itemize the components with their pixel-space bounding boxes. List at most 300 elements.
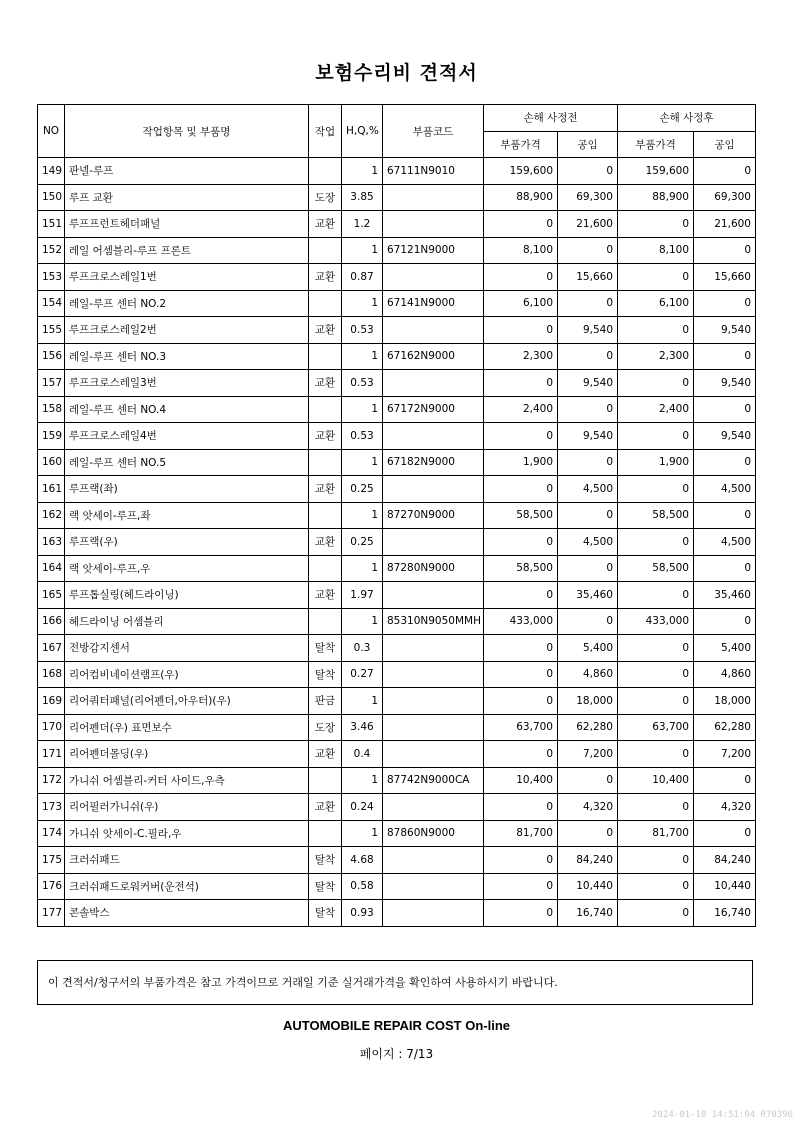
cell-work: 교환 xyxy=(309,423,342,450)
cell-part-code xyxy=(383,582,484,609)
cell-after-labor: 21,600 xyxy=(694,211,756,238)
table-row xyxy=(38,158,756,185)
cell-part-code xyxy=(383,211,484,238)
cell-no: 165 xyxy=(38,582,65,609)
cell-work xyxy=(309,396,342,423)
cell-before-labor: 84,240 xyxy=(558,847,618,874)
cell-after-labor: 4,500 xyxy=(694,529,756,556)
cell-hq: 0.24 xyxy=(342,794,383,821)
cell-before-labor: 4,500 xyxy=(558,476,618,503)
cell-work xyxy=(309,290,342,317)
cell-no: 170 xyxy=(38,714,65,741)
cell-after-labor: 62,280 xyxy=(694,714,756,741)
cell-before-part-price: 0 xyxy=(484,873,558,900)
cell-before-part-price: 0 xyxy=(484,900,558,927)
cell-after-labor: 18,000 xyxy=(694,688,756,715)
page-number: 페이지 : 7/13 xyxy=(359,1047,434,1061)
cell-work: 도장 xyxy=(309,184,342,211)
cell-part-code xyxy=(383,476,484,503)
cell-part-code xyxy=(383,794,484,821)
cell-after-labor: 10,440 xyxy=(694,873,756,900)
cell-item-name: 레일-루프 센터 NO.4 xyxy=(65,396,309,423)
cell-after-part-price: 433,000 xyxy=(618,608,694,635)
cell-after-labor: 35,460 xyxy=(694,582,756,609)
cell-after-part-price: 6,100 xyxy=(618,290,694,317)
cell-work: 탈착 xyxy=(309,635,342,662)
cell-work: 탈착 xyxy=(309,873,342,900)
table-row xyxy=(38,423,756,450)
cell-item-name: 크러쉬패드로워커버(운전석) xyxy=(65,873,309,900)
cell-after-part-price: 0 xyxy=(618,211,694,238)
cell-before-labor: 4,320 xyxy=(558,794,618,821)
cell-hq: 0.58 xyxy=(342,873,383,900)
cell-after-part-price: 0 xyxy=(618,847,694,874)
cell-after-part-price: 10,400 xyxy=(618,767,694,794)
table-row xyxy=(38,794,756,821)
cell-no: 151 xyxy=(38,211,65,238)
cell-hq: 1 xyxy=(342,396,383,423)
cell-after-part-price: 0 xyxy=(618,661,694,688)
cell-before-part-price: 433,000 xyxy=(484,608,558,635)
cell-no: 150 xyxy=(38,184,65,211)
cell-after-part-price: 2,300 xyxy=(618,343,694,370)
cell-after-labor: 9,540 xyxy=(694,370,756,397)
cell-after-labor: 0 xyxy=(694,290,756,317)
cell-part-code xyxy=(383,317,484,344)
cell-no: 154 xyxy=(38,290,65,317)
cell-no: 177 xyxy=(38,900,65,927)
cell-before-labor: 18,000 xyxy=(558,688,618,715)
header-before-assessment: 손해 사정전 xyxy=(484,105,618,132)
header-hq: H,Q,% xyxy=(342,105,383,158)
cell-work: 교환 xyxy=(309,370,342,397)
cell-after-labor: 0 xyxy=(694,343,756,370)
cell-before-labor: 0 xyxy=(558,158,618,185)
cell-before-labor: 5,400 xyxy=(558,635,618,662)
cell-hq: 1.97 xyxy=(342,582,383,609)
cell-after-labor: 0 xyxy=(694,158,756,185)
table-row xyxy=(38,290,756,317)
cell-item-name: 판넬-루프 xyxy=(65,158,309,185)
cell-before-labor: 0 xyxy=(558,555,618,582)
cell-item-name: 크러쉬패드 xyxy=(65,847,309,874)
cell-hq: 1 xyxy=(342,449,383,476)
cell-after-part-price: 0 xyxy=(618,264,694,291)
cell-item-name: 리어쿼터패널(리어펜더,아우터)(우) xyxy=(65,688,309,715)
cell-part-code xyxy=(383,370,484,397)
cell-hq: 3.85 xyxy=(342,184,383,211)
cell-after-part-price: 2,400 xyxy=(618,396,694,423)
cell-part-code: 87860N9000 xyxy=(383,820,484,847)
cell-work: 교환 xyxy=(309,317,342,344)
cell-item-name: 가니쉬 앗세이-C.필라,우 xyxy=(65,820,309,847)
cell-after-labor: 16,740 xyxy=(694,900,756,927)
table-row xyxy=(38,529,756,556)
cell-before-labor: 62,280 xyxy=(558,714,618,741)
cell-part-code xyxy=(383,688,484,715)
header-before-labor: 공임 xyxy=(558,131,618,158)
cell-work xyxy=(309,767,342,794)
cell-hq: 0.87 xyxy=(342,264,383,291)
cell-part-code xyxy=(383,423,484,450)
cell-hq: 0.93 xyxy=(342,900,383,927)
cell-after-labor: 9,540 xyxy=(694,423,756,450)
cell-after-part-price: 159,600 xyxy=(618,158,694,185)
cell-before-labor: 9,540 xyxy=(558,423,618,450)
table-row xyxy=(38,741,756,768)
table-row xyxy=(38,661,756,688)
cell-after-part-price: 0 xyxy=(618,900,694,927)
cell-before-labor: 0 xyxy=(558,396,618,423)
cell-after-part-price: 0 xyxy=(618,529,694,556)
cell-item-name: 레일-루프 센터 NO.5 xyxy=(65,449,309,476)
cell-item-name: 헤드라이닝 어셈블리 xyxy=(65,608,309,635)
cell-after-labor: 0 xyxy=(694,767,756,794)
table-body xyxy=(38,158,756,927)
cell-before-part-price: 0 xyxy=(484,635,558,662)
cell-no: 157 xyxy=(38,370,65,397)
cell-work: 교환 xyxy=(309,211,342,238)
cell-hq: 1 xyxy=(342,608,383,635)
cell-hq: 3.46 xyxy=(342,714,383,741)
cell-before-labor: 9,540 xyxy=(558,370,618,397)
cell-before-part-price: 58,500 xyxy=(484,502,558,529)
cell-part-code: 87270N9000 xyxy=(383,502,484,529)
cell-work: 탈착 xyxy=(309,847,342,874)
cell-part-code: 67111N9010 xyxy=(383,158,484,185)
cell-after-part-price: 58,500 xyxy=(618,502,694,529)
cell-before-part-price: 6,100 xyxy=(484,290,558,317)
cell-no: 171 xyxy=(38,741,65,768)
cell-item-name: 루프랙(우) xyxy=(65,529,309,556)
cell-part-code xyxy=(383,900,484,927)
cell-no: 160 xyxy=(38,449,65,476)
cell-item-name: 가니쉬 어셈블리-커터 사이드,우측 xyxy=(65,767,309,794)
cell-no: 149 xyxy=(38,158,65,185)
cell-after-labor: 0 xyxy=(694,820,756,847)
cell-before-part-price: 0 xyxy=(484,794,558,821)
estimate-table xyxy=(37,104,756,927)
cell-before-labor: 0 xyxy=(558,608,618,635)
cell-item-name: 루프크로스레일3번 xyxy=(65,370,309,397)
cell-item-name: 랙 앗세이-루프,우 xyxy=(65,555,309,582)
print-timestamp: 2024-01-10 14:51:04 R70396 xyxy=(652,1110,793,1120)
table-row xyxy=(38,714,756,741)
cell-hq: 0.3 xyxy=(342,635,383,662)
notice-box: 이 견적서/청구서의 부품가격은 참고 가격이므로 거래일 기준 실거래가격을 확인하여 사용하시기 바랍니다. xyxy=(37,960,753,1005)
cell-no: 164 xyxy=(38,555,65,582)
cell-no: 152 xyxy=(38,237,65,264)
cell-after-part-price: 1,900 xyxy=(618,449,694,476)
cell-hq: 0.25 xyxy=(342,529,383,556)
cell-before-labor: 15,660 xyxy=(558,264,618,291)
cell-work xyxy=(309,343,342,370)
cell-hq: 0.25 xyxy=(342,476,383,503)
table-row xyxy=(38,688,756,715)
cell-part-code xyxy=(383,264,484,291)
cell-item-name: 루프 교환 xyxy=(65,184,309,211)
cell-work xyxy=(309,608,342,635)
header-after-labor: 공임 xyxy=(694,131,756,158)
cell-before-part-price: 88,900 xyxy=(484,184,558,211)
cell-no: 168 xyxy=(38,661,65,688)
cell-before-labor: 21,600 xyxy=(558,211,618,238)
cell-before-part-price: 0 xyxy=(484,582,558,609)
cell-item-name: 전방감지센서 xyxy=(65,635,309,662)
header-work: 작업 xyxy=(309,105,342,158)
cell-before-part-price: 2,400 xyxy=(484,396,558,423)
cell-part-code xyxy=(383,873,484,900)
cell-no: 159 xyxy=(38,423,65,450)
cell-work: 탈착 xyxy=(309,900,342,927)
table-row xyxy=(38,847,756,874)
cell-before-labor: 0 xyxy=(558,767,618,794)
cell-item-name: 레일 어셈블리-루프 프론트 xyxy=(65,237,309,264)
cell-after-part-price: 63,700 xyxy=(618,714,694,741)
cell-hq: 0.53 xyxy=(342,423,383,450)
cell-work: 교환 xyxy=(309,476,342,503)
cell-part-code: 67182N9000 xyxy=(383,449,484,476)
cell-after-part-price: 88,900 xyxy=(618,184,694,211)
table-row xyxy=(38,635,756,662)
cell-work: 교환 xyxy=(309,264,342,291)
cell-after-labor: 4,320 xyxy=(694,794,756,821)
cell-after-part-price: 0 xyxy=(618,370,694,397)
cell-before-part-price: 2,300 xyxy=(484,343,558,370)
cell-after-labor: 0 xyxy=(694,396,756,423)
cell-before-part-price: 159,600 xyxy=(484,158,558,185)
cell-before-labor: 4,860 xyxy=(558,661,618,688)
cell-before-labor: 9,540 xyxy=(558,317,618,344)
table-row xyxy=(38,317,756,344)
cell-part-code: 85310N9050MMH xyxy=(383,608,484,635)
cell-no: 173 xyxy=(38,794,65,821)
cell-after-labor: 9,540 xyxy=(694,317,756,344)
cell-hq: 4.68 xyxy=(342,847,383,874)
cell-item-name: 루프프런트헤더패널 xyxy=(65,211,309,238)
cell-work xyxy=(309,502,342,529)
cell-after-labor: 15,660 xyxy=(694,264,756,291)
cell-work xyxy=(309,158,342,185)
cell-part-code: 67172N9000 xyxy=(383,396,484,423)
cell-part-code xyxy=(383,847,484,874)
cell-before-part-price: 1,900 xyxy=(484,449,558,476)
cell-after-part-price: 0 xyxy=(618,582,694,609)
cell-after-labor: 84,240 xyxy=(694,847,756,874)
cell-work: 교환 xyxy=(309,529,342,556)
table-row xyxy=(38,237,756,264)
cell-before-part-price: 0 xyxy=(484,264,558,291)
cell-hq: 1 xyxy=(342,158,383,185)
table-row xyxy=(38,820,756,847)
cell-before-labor: 0 xyxy=(558,343,618,370)
brand-footer: AUTOMOBILE REPAIR COST On-line xyxy=(282,1018,511,1033)
cell-after-part-price: 0 xyxy=(618,476,694,503)
cell-before-part-price: 58,500 xyxy=(484,555,558,582)
cell-before-labor: 0 xyxy=(558,290,618,317)
table-row xyxy=(38,211,756,238)
cell-hq: 1 xyxy=(342,820,383,847)
cell-item-name: 루프크로스레일1번 xyxy=(65,264,309,291)
cell-work: 교환 xyxy=(309,741,342,768)
cell-item-name: 랙 앗세이-루프,좌 xyxy=(65,502,309,529)
cell-before-part-price: 0 xyxy=(484,476,558,503)
cell-after-part-price: 0 xyxy=(618,794,694,821)
table-row xyxy=(38,873,756,900)
cell-part-code xyxy=(383,635,484,662)
cell-work xyxy=(309,237,342,264)
cell-no: 158 xyxy=(38,396,65,423)
cell-before-labor: 0 xyxy=(558,820,618,847)
cell-before-labor: 0 xyxy=(558,237,618,264)
cell-hq: 0.4 xyxy=(342,741,383,768)
cell-no: 169 xyxy=(38,688,65,715)
cell-item-name: 루프크로스레일4번 xyxy=(65,423,309,450)
cell-part-code: 67141N9000 xyxy=(383,290,484,317)
cell-item-name: 리어필러가니쉬(우) xyxy=(65,794,309,821)
cell-item-name: 리어펜더(우) 표면보수 xyxy=(65,714,309,741)
cell-work: 교환 xyxy=(309,582,342,609)
table-row xyxy=(38,476,756,503)
cell-hq: 0.53 xyxy=(342,370,383,397)
cell-after-labor: 69,300 xyxy=(694,184,756,211)
cell-after-labor: 0 xyxy=(694,237,756,264)
header-item: 작업항목 및 부품명 xyxy=(65,105,309,158)
cell-part-code: 87742N9000CA xyxy=(383,767,484,794)
cell-work xyxy=(309,820,342,847)
header-before-part-price: 부품가격 xyxy=(484,131,558,158)
cell-no: 166 xyxy=(38,608,65,635)
table-row xyxy=(38,184,756,211)
cell-hq: 0.53 xyxy=(342,317,383,344)
table-row xyxy=(38,900,756,927)
cell-item-name: 루프톱실링(헤드라이닝) xyxy=(65,582,309,609)
cell-after-labor: 0 xyxy=(694,555,756,582)
cell-no: 155 xyxy=(38,317,65,344)
cell-before-labor: 10,440 xyxy=(558,873,618,900)
cell-before-part-price: 0 xyxy=(484,211,558,238)
cell-item-name: 콘솔박스 xyxy=(65,900,309,927)
cell-hq: 1 xyxy=(342,555,383,582)
cell-before-part-price: 0 xyxy=(484,847,558,874)
cell-part-code xyxy=(383,661,484,688)
cell-hq: 1.2 xyxy=(342,211,383,238)
cell-before-part-price: 0 xyxy=(484,529,558,556)
table-row xyxy=(38,608,756,635)
cell-before-part-price: 81,700 xyxy=(484,820,558,847)
cell-before-labor: 16,740 xyxy=(558,900,618,927)
cell-hq: 1 xyxy=(342,688,383,715)
cell-item-name: 루프크로스레일2번 xyxy=(65,317,309,344)
cell-before-part-price: 0 xyxy=(484,317,558,344)
cell-after-part-price: 58,500 xyxy=(618,555,694,582)
cell-before-part-price: 0 xyxy=(484,423,558,450)
cell-after-part-price: 0 xyxy=(618,873,694,900)
header-after-assessment: 손해 사정후 xyxy=(618,105,756,132)
cell-before-part-price: 63,700 xyxy=(484,714,558,741)
cell-part-code: 67121N9000 xyxy=(383,237,484,264)
cell-before-labor: 7,200 xyxy=(558,741,618,768)
cell-after-part-price: 0 xyxy=(618,688,694,715)
cell-no: 163 xyxy=(38,529,65,556)
cell-hq: 1 xyxy=(342,767,383,794)
cell-no: 161 xyxy=(38,476,65,503)
cell-no: 174 xyxy=(38,820,65,847)
cell-after-labor: 4,860 xyxy=(694,661,756,688)
cell-no: 156 xyxy=(38,343,65,370)
cell-item-name: 루프랙(좌) xyxy=(65,476,309,503)
cell-work: 탈착 xyxy=(309,661,342,688)
cell-before-part-price: 10,400 xyxy=(484,767,558,794)
cell-after-labor: 5,400 xyxy=(694,635,756,662)
cell-part-code: 87280N9000 xyxy=(383,555,484,582)
cell-no: 175 xyxy=(38,847,65,874)
table-row xyxy=(38,767,756,794)
cell-before-part-price: 8,100 xyxy=(484,237,558,264)
cell-after-labor: 0 xyxy=(694,608,756,635)
cell-part-code xyxy=(383,529,484,556)
cell-after-part-price: 8,100 xyxy=(618,237,694,264)
cell-hq: 1 xyxy=(342,290,383,317)
cell-no: 162 xyxy=(38,502,65,529)
cell-item-name: 레일-루프 센터 NO.3 xyxy=(65,343,309,370)
cell-part-code xyxy=(383,741,484,768)
cell-no: 153 xyxy=(38,264,65,291)
header-no: NO xyxy=(38,105,65,158)
table-row xyxy=(38,555,756,582)
cell-part-code: 67162N9000 xyxy=(383,343,484,370)
table-row xyxy=(38,343,756,370)
cell-item-name: 레일-루프 센터 NO.2 xyxy=(65,290,309,317)
cell-no: 172 xyxy=(38,767,65,794)
table-row xyxy=(38,264,756,291)
cell-hq: 1 xyxy=(342,343,383,370)
cell-hq: 1 xyxy=(342,502,383,529)
cell-item-name: 리어펜더몰딩(우) xyxy=(65,741,309,768)
table-row xyxy=(38,370,756,397)
cell-before-part-price: 0 xyxy=(484,661,558,688)
cell-work: 교환 xyxy=(309,794,342,821)
cell-work xyxy=(309,555,342,582)
table-row xyxy=(38,449,756,476)
cell-after-labor: 7,200 xyxy=(694,741,756,768)
cell-hq: 1 xyxy=(342,237,383,264)
cell-before-labor: 0 xyxy=(558,449,618,476)
header-part-code: 부품코드 xyxy=(383,105,484,158)
cell-work: 도장 xyxy=(309,714,342,741)
cell-after-labor: 4,500 xyxy=(694,476,756,503)
cell-hq: 0.27 xyxy=(342,661,383,688)
cell-after-part-price: 0 xyxy=(618,423,694,450)
cell-part-code xyxy=(383,184,484,211)
table-row xyxy=(38,502,756,529)
cell-after-part-price: 81,700 xyxy=(618,820,694,847)
cell-after-part-price: 0 xyxy=(618,317,694,344)
cell-before-labor: 0 xyxy=(558,502,618,529)
table-row xyxy=(38,582,756,609)
cell-after-part-price: 0 xyxy=(618,635,694,662)
cell-before-labor: 4,500 xyxy=(558,529,618,556)
cell-part-code xyxy=(383,714,484,741)
cell-before-labor: 35,460 xyxy=(558,582,618,609)
cell-no: 176 xyxy=(38,873,65,900)
document-title: 보험수리비 견적서 xyxy=(315,62,478,84)
cell-before-labor: 69,300 xyxy=(558,184,618,211)
cell-before-part-price: 0 xyxy=(484,370,558,397)
header-after-part-price: 부품가격 xyxy=(618,131,694,158)
cell-after-labor: 0 xyxy=(694,502,756,529)
table-row xyxy=(38,396,756,423)
